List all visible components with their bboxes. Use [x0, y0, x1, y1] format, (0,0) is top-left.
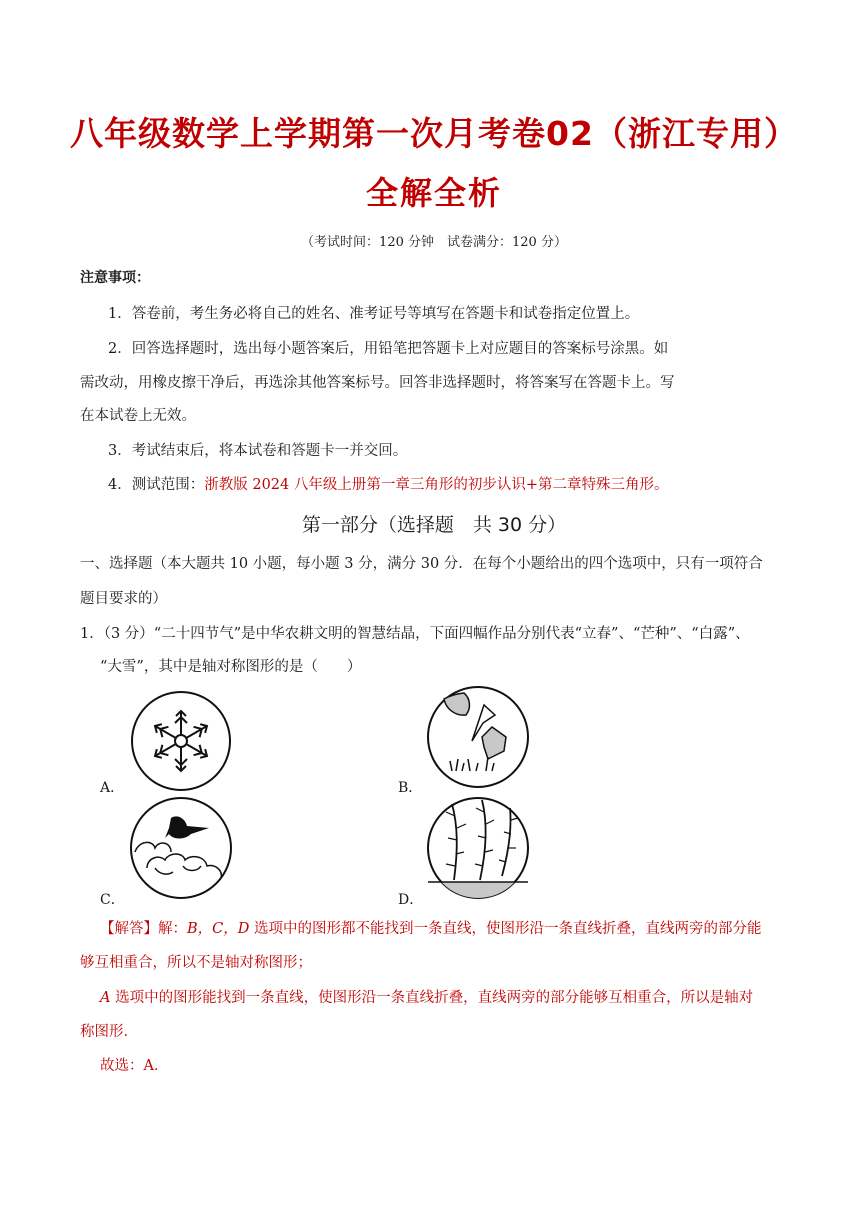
option-c-label: C． — [100, 892, 125, 908]
moon-grass-icon — [422, 685, 534, 791]
solution-line-3-text: 选项中的图形能找到一条直线，使图形沿一条直线折叠，直线两旁的部分能够互相重合，所以是轴对 — [110, 990, 754, 1006]
notice-item-3: 3．考试结束后，将本试卷和答题卡一并交回。 — [108, 443, 408, 459]
test-range: 浙教版 2024 八年级上册第一章三角形的初步认识+第二章特殊三角形。 — [204, 477, 669, 493]
notice-item-2-line-3: 在本试卷上无效。 — [80, 408, 196, 424]
part1-title: 第一部分（选择题 共 30 分） — [301, 514, 567, 536]
solution-line-4: 称图形． — [80, 1024, 138, 1040]
question1-stem-line-1: 1．（3 分）“二十四节气”是中华农耕文明的智慧结晶，下面四幅作品分别代表“立春”、“芒种”、“白露”、 — [80, 626, 750, 642]
notice-item-4 — [108, 473, 669, 494]
dew-branch-icon — [422, 796, 534, 900]
exam-subtitle: 全解全析 — [365, 174, 502, 212]
solution-tag: 【解答】 — [100, 921, 158, 937]
bird-cloud-icon — [125, 796, 237, 900]
question1-stem-line-2: “大雪”，其中是轴对称图形的是（ ） — [100, 659, 362, 675]
option-b-label: B． — [398, 780, 423, 796]
exam-title: 八年级数学上学期第一次月考卷02（浙江专用） — [70, 114, 798, 153]
option-d-label: D． — [398, 892, 424, 908]
notice-item-2-line-2: 需改动，用橡皮擦干净后，再选涂其他答案标号。回答非选择题时，将答案写在答题卡上。写 — [80, 375, 675, 391]
solution-line-2: 够互相重合，所以不是轴对称图形； — [80, 955, 312, 971]
notice-item-2-line-1: 2．回答选择题时，选出每小题答案后，用铅笔把答题卡上对应题目的答案标号涂黑。如 — [108, 341, 669, 357]
solution-line-3 — [100, 986, 753, 1007]
solution-line-1-text: 选项中的图形都不能找到一条直线，使图形沿一条直线折叠，直线两旁的部分能 — [249, 921, 762, 937]
notice-item-1: 1．答卷前，考生务必将自己的姓名、准考证号等填写在答题卡和试卷指定位置上。 — [108, 306, 640, 322]
solution-line-1 — [100, 917, 762, 938]
solution-prefix: 解： — [158, 921, 187, 937]
part1-intro-line-1: 一、选择题（本大题共 10 小题，每小题 3 分，满分 30 分．在每个小题给出的四个选项中，只有一项符合 — [80, 556, 763, 572]
notice-item-4-prefix: 4．测试范围： — [108, 477, 205, 493]
solution-conclusion: 故选：A． — [100, 1058, 169, 1074]
part1-intro-line-2: 题目要求的） — [80, 591, 167, 607]
notice-heading: 注意事项： — [80, 270, 150, 286]
option-a-label: A． — [100, 780, 125, 796]
snowflake-icon — [125, 690, 237, 792]
exam-info: （考试时间：120 分钟 试卷满分：120 分） — [301, 235, 567, 250]
solution-option-vars: B，C，D — [187, 921, 250, 937]
solution-option-a-var: A — [100, 990, 111, 1006]
